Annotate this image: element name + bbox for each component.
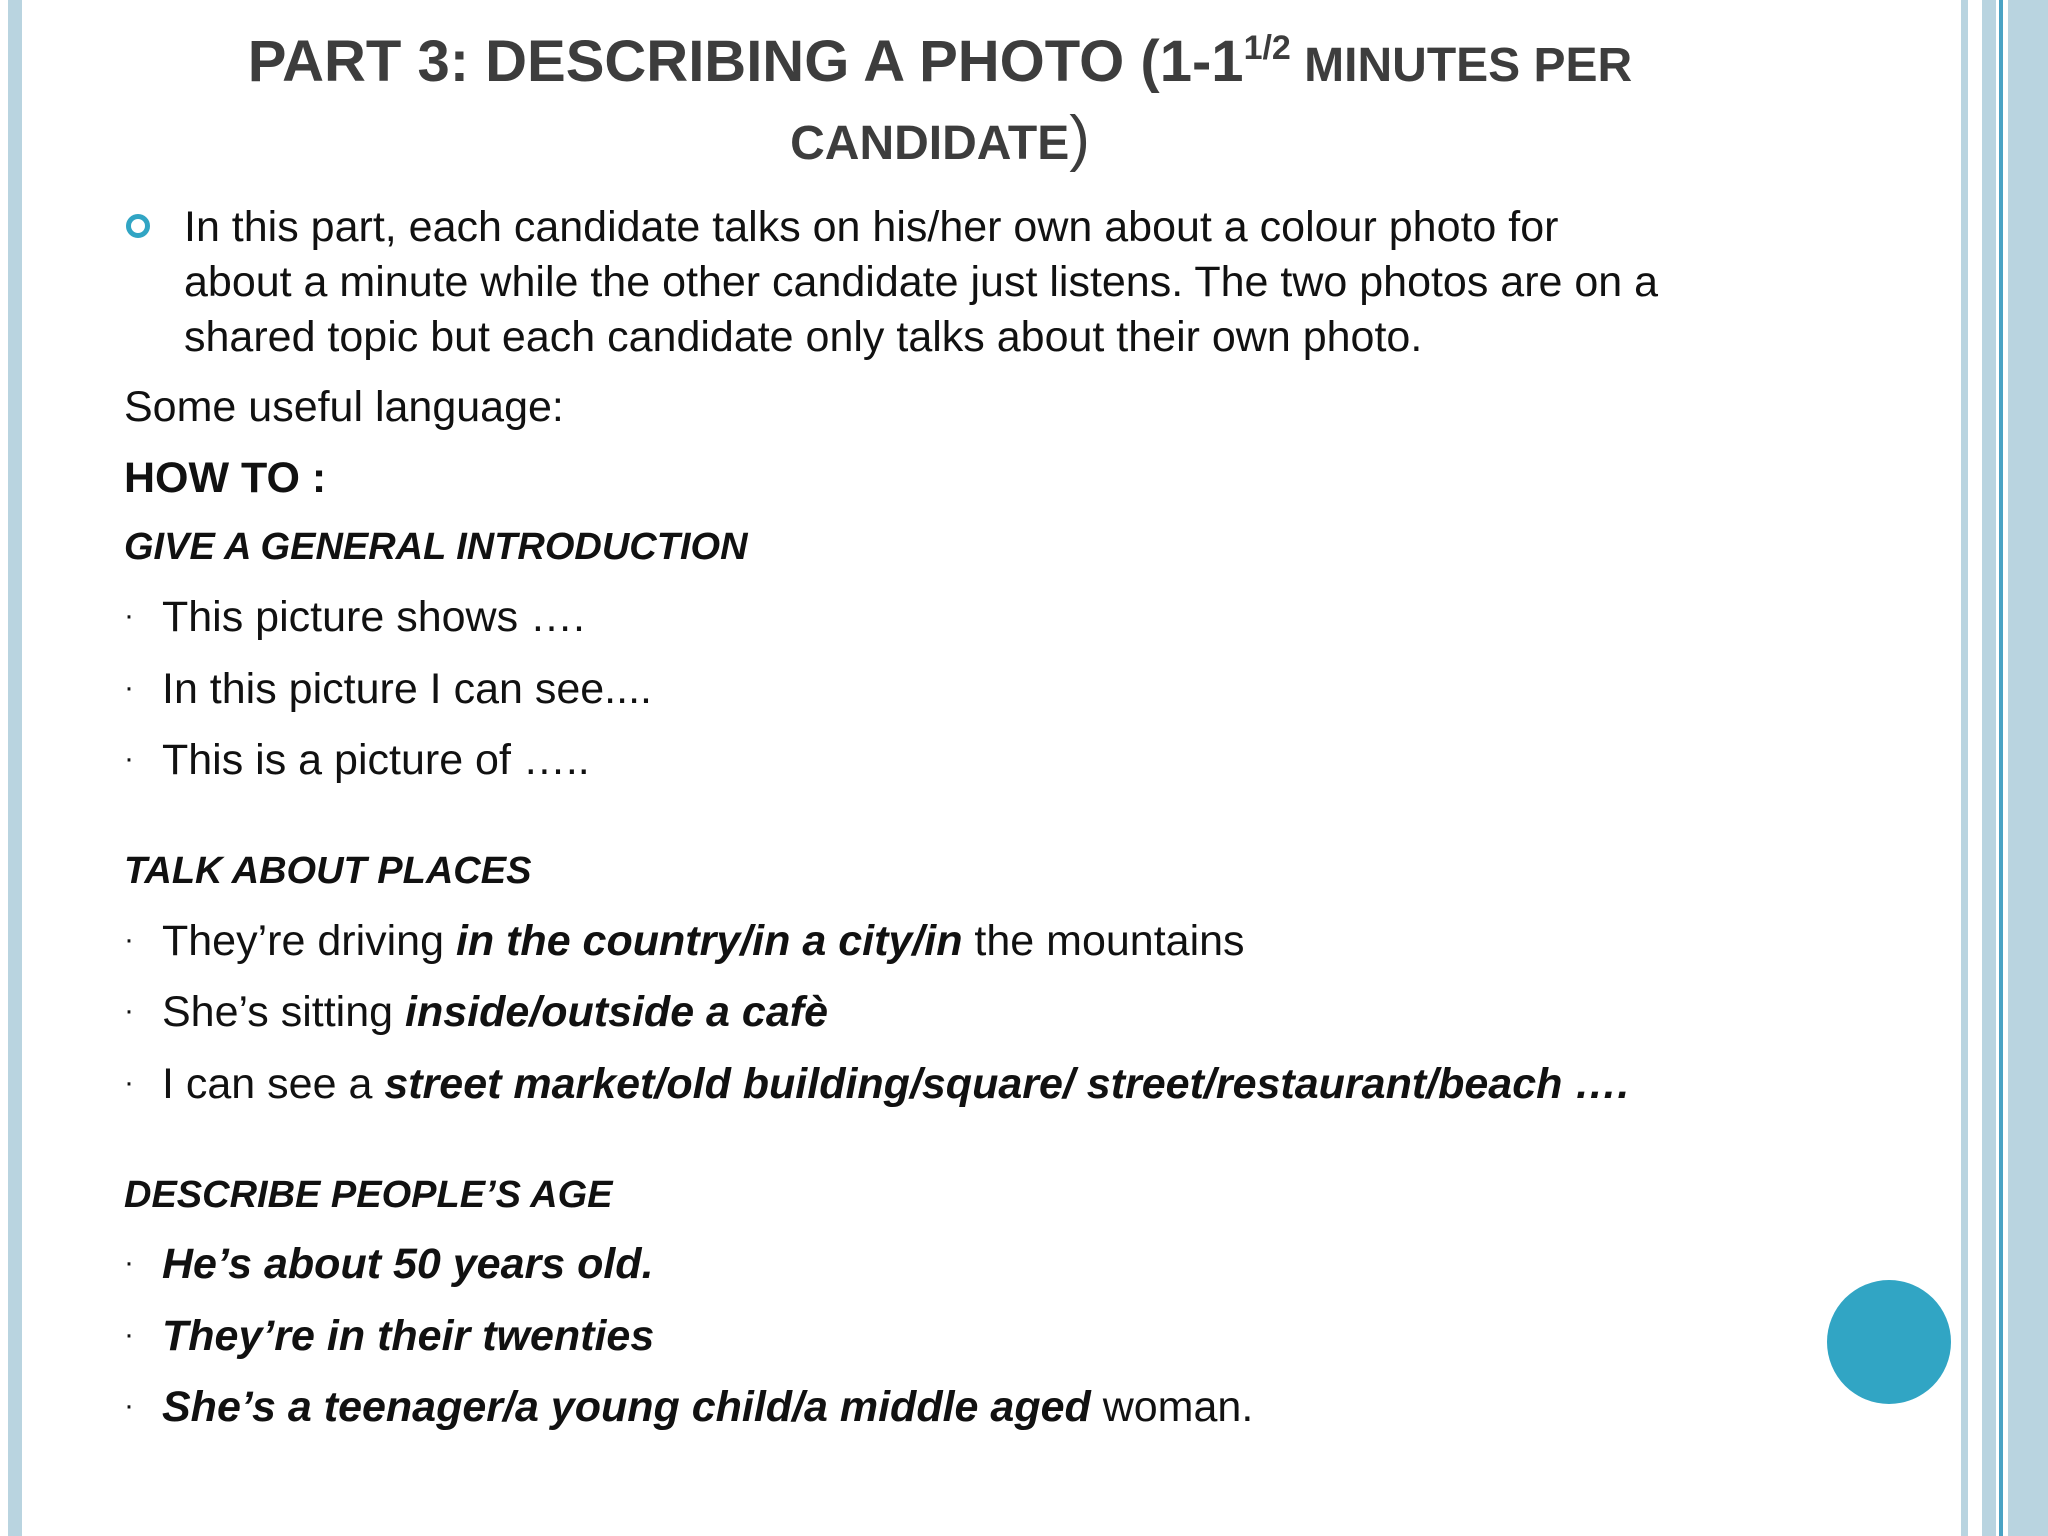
title-paren: )	[1069, 104, 1090, 173]
title-main: PART 3: DESCRIBING A PHOTO (1-1	[247, 29, 1244, 94]
list-item: · In this picture I can see....	[124, 665, 652, 713]
list-item: · They’re in their twenties	[124, 1312, 655, 1360]
list-item: · He’s about 50 years old.	[124, 1240, 654, 1288]
title-superscript: 1/2	[1243, 29, 1291, 67]
decorative-circle	[1827, 1280, 1951, 1404]
title-rest: MINUTES PER	[1290, 39, 1633, 92]
how-to-heading: HOW TO :	[124, 454, 327, 502]
list-item: · She’s sitting inside/outside a cafè	[124, 988, 828, 1036]
right-border-stripe	[2008, 0, 2048, 1536]
section-heading-age: DESCRIBE PEOPLE’S AGE	[124, 1174, 613, 1216]
title-line2: CANDIDATE	[790, 117, 1070, 170]
intro-paragraph: In this part, each candidate talks on his/her own about a colour photo for about a minute while the other candidate just listens. The two photos are on a shared topic but each candidate only talks about their own photo.	[184, 203, 1659, 361]
left-border	[8, 0, 22, 1536]
list-item: · I can see a street market/old building/square/ street/restaurant/beach ….	[124, 1060, 1630, 1108]
list-item: · They’re driving in the country/in a city/in the mountains	[124, 917, 1245, 965]
list-item: · This picture shows ….	[124, 593, 585, 641]
list-item: · This is a picture of …..	[124, 736, 590, 784]
slide-title	[140, 18, 1740, 185]
list-item: · She’s a teenager/a young child/a middle aged woman.	[124, 1383, 1254, 1431]
right-border-stripe	[1961, 0, 1968, 1536]
bullet-ring-icon	[126, 214, 150, 238]
right-border-line	[1999, 0, 2003, 1536]
right-border-stripe	[1982, 0, 1996, 1536]
section-heading-introduction: GIVE A GENERAL INTRODUCTION	[124, 526, 748, 568]
section-heading-places: TALK ABOUT PLACES	[124, 850, 532, 892]
useful-language-label: Some useful language:	[124, 383, 564, 431]
